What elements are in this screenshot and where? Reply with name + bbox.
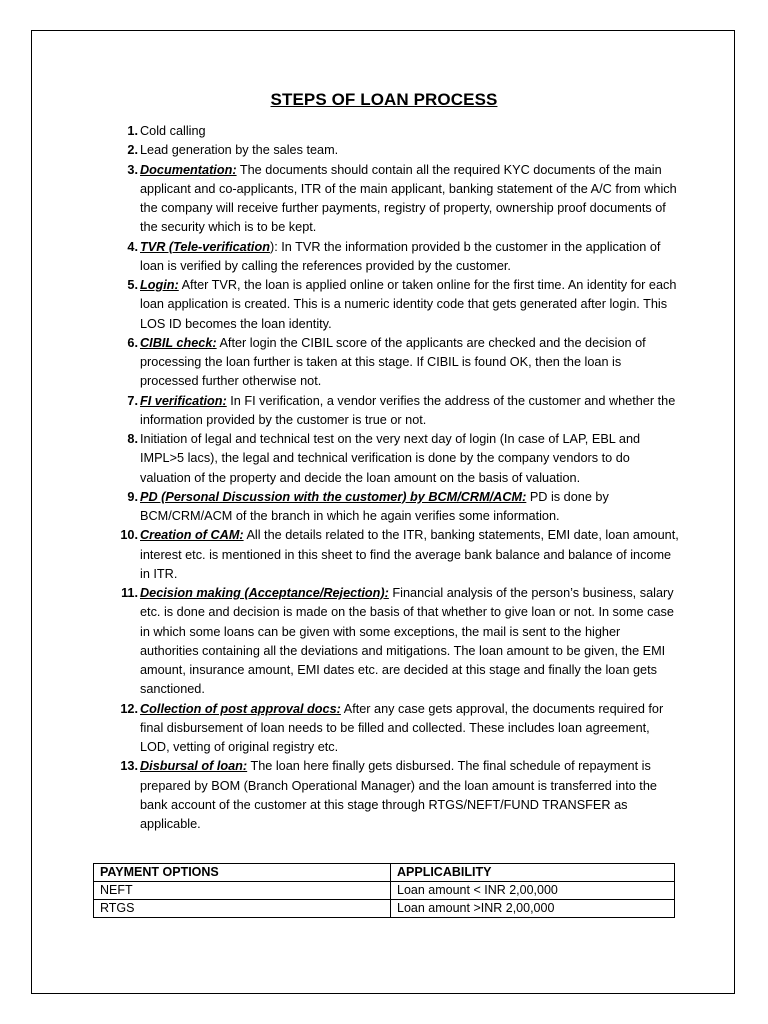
- loan-steps-list: [100, 122, 680, 834]
- step-heading: Collection of post approval docs:: [140, 701, 341, 716]
- payment-options-table: [93, 863, 675, 918]
- list-item: [100, 488, 680, 527]
- step-heading: Documentation:: [140, 162, 237, 177]
- list-item: [100, 276, 680, 334]
- step-heading: Creation of CAM:: [140, 528, 244, 543]
- step-text: After login the CIBIL score of the applicants are checked and the decision of processing the loan further is taken at this stage. If CIBIL is found OK, then the loan is processed further otherwise not.: [140, 335, 646, 389]
- list-item: [100, 122, 680, 141]
- step-text: After TVR, the loan is applied online or taken online for the first time. An identity for each loan application is created. This is a numeric identity code that gets generated after login. This LOS ID becomes the loan identity.: [140, 278, 677, 331]
- step-number: 8.: [127, 432, 138, 446]
- table-cell: RTGS: [94, 900, 391, 918]
- step-text: ): In TVR the information provided b the customer in the application of loan is verified by calling the references provided by the customer.: [140, 239, 661, 273]
- list-item: [100, 238, 680, 277]
- table-row: [94, 900, 675, 918]
- table-cell: Loan amount < INR 2,00,000: [391, 882, 675, 900]
- list-item: [100, 334, 680, 392]
- list-item: [100, 700, 680, 758]
- step-number: 4.: [127, 239, 138, 254]
- list-item: [100, 430, 680, 488]
- list-item: [100, 161, 680, 238]
- step-number: 5.: [127, 278, 138, 292]
- step-number: 13.: [120, 759, 138, 774]
- step-number: 12.: [120, 701, 138, 716]
- step-number: 11.: [121, 586, 138, 600]
- step-heading: Login:: [140, 278, 179, 292]
- list-item: [100, 141, 680, 160]
- list-item: [100, 584, 680, 700]
- step-number: 2.: [127, 143, 138, 158]
- list-item: [100, 392, 680, 431]
- step-text: Lead generation by the sales team.: [140, 143, 339, 158]
- step-heading: Decision making (Acceptance/Rejection):: [140, 586, 389, 600]
- step-heading: TVR (Tele-verification: [140, 239, 270, 254]
- step-text: PD is done by BCM/CRM/ACM of the branch in which he again verifies some information.: [140, 489, 609, 523]
- step-number: 9.: [127, 489, 138, 504]
- header-payment-options: PAYMENT OPTIONS: [94, 864, 391, 882]
- step-text: The loan here finally gets disbursed. The final schedule of repayment is prepared by BOM (Branch Operational Manager) and the loan amount is transferred into the bank account of the customer at this stage through RTGS/NEFT/FUND TRANSFER as applicable.: [140, 759, 657, 831]
- document-title: STEPS OF LOAN PROCESS: [270, 90, 498, 109]
- step-number: 3.: [127, 162, 138, 177]
- header-applicability: APPLICABILITY: [391, 864, 675, 882]
- step-heading: CIBIL check:: [140, 335, 217, 350]
- table-cell: Loan amount >INR 2,00,000: [391, 900, 675, 918]
- step-heading: Disbursal of loan:: [140, 759, 248, 774]
- step-text: Financial analysis of the person’s business, salary etc. is done and decision is made on the basis of that whether to give loan or not. In some case in which some loans can be given with some exceptions, the mail is sent to the higher authorities containing all the deviations and mitigations. The loan amount to be given, the EMI amount, insurance amount, EMI dates etc. are decided at this stage and finally the loan gets sanctioned.: [140, 586, 674, 697]
- list-item: [100, 757, 680, 834]
- step-heading: FI verification:: [140, 393, 227, 408]
- list-item: [100, 526, 680, 584]
- step-text: After any case gets approval, the documents required for final disbursement of loan needs to be filled and collected. These includes loan agreement, LOD, vetting of original registry etc.: [140, 701, 664, 754]
- step-text: Initiation of legal and technical test on the very next day of login (In case of LAP, EBL and IMPL>5 lacs), the legal and technical verification is done by the company vendors to do valuation of the property and decide the loan amount on the basis of valuation.: [140, 432, 641, 485]
- step-text: The documents should contain all the required KYC documents of the main applicant and co-applicants, ITR of the main applicant, banking statement of the A/C from which the company will receive further payments, registry of property, ownership proof documents of the security which is to be kept.: [140, 162, 677, 235]
- step-number: 7.: [127, 393, 138, 408]
- step-text: All the details related to the ITR, banking statements, EMI date, loan amount, interest etc. is mentioned in this sheet to find the average bank balance and balance of income in ITR.: [140, 528, 679, 581]
- step-number: 1.: [127, 124, 138, 138]
- table-row: [94, 882, 675, 900]
- table-cell: NEFT: [94, 882, 391, 900]
- step-number: 10.: [120, 528, 138, 543]
- step-text: Cold calling: [140, 124, 206, 138]
- step-number: 6.: [127, 335, 138, 350]
- table-header-row: [94, 864, 675, 882]
- step-heading: PD (Personal Discussion with the customer) by BCM/CRM/ACM:: [140, 489, 527, 504]
- step-text: In FI verification, a vendor verifies the address of the customer and whether the information provided by the customer is true or not.: [140, 393, 676, 427]
